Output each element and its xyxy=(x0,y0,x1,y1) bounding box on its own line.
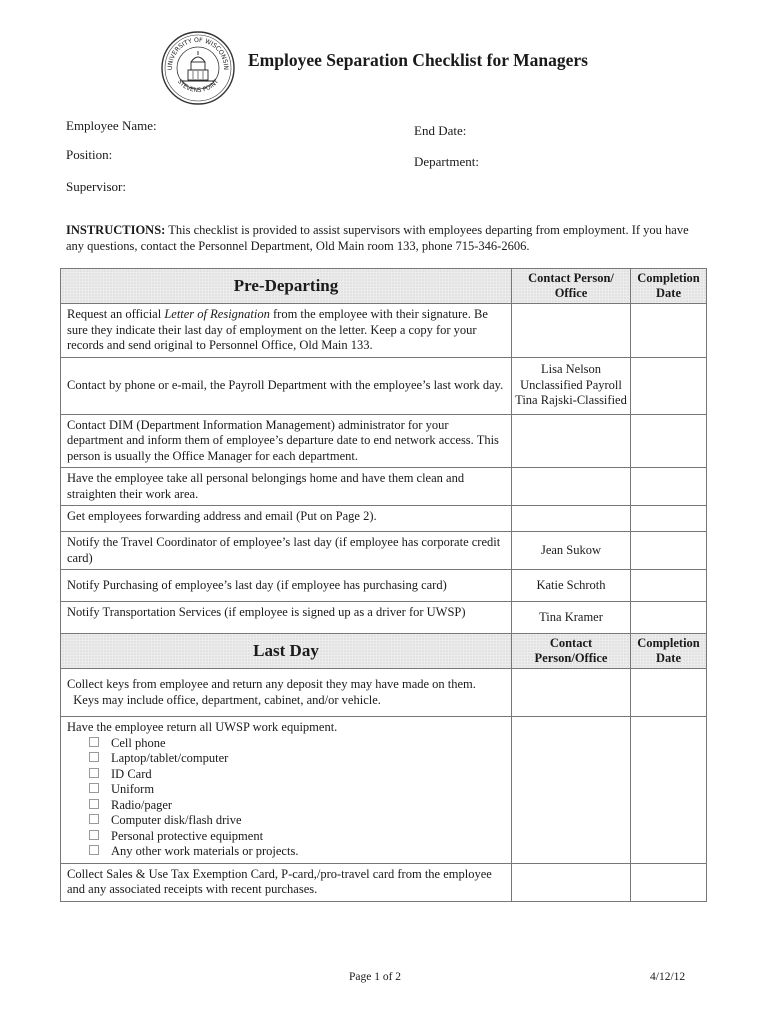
completion-date-cell xyxy=(631,468,707,506)
completion-date-cell xyxy=(631,669,707,717)
checkbox-icon xyxy=(89,799,99,809)
list-item-label: Computer disk/flash drive xyxy=(111,813,242,827)
completion-date-header xyxy=(631,269,707,304)
contact-name: Tina Rajski-Classified xyxy=(515,393,627,408)
contact-header-line2: Person/Office xyxy=(534,651,608,665)
page-number: Page 1 of 2 xyxy=(349,971,402,983)
pre-departing-heading: Pre-Departing xyxy=(61,269,512,304)
contact-header-line1: Contact Person/ xyxy=(528,271,614,285)
completion-header-line2: Date xyxy=(656,286,681,300)
task-text: Have the employee return all UWSP work equipment. xyxy=(67,720,338,734)
revision-date: 4/12/12 xyxy=(650,971,686,983)
checkbox-icon xyxy=(89,830,99,840)
task-text: from the employee with their signature. Be sure they indicate their last day of employment on the letter. Keep a copy for your records and send original to Personnel Office, Old Main 133. xyxy=(67,307,488,352)
last-day-heading: Last Day xyxy=(61,634,512,669)
task-dim: Contact DIM (Department Information Management) administrator for your department and inform them of employee’s departure date to end network access. This person is usually the Office Manager for each department. xyxy=(61,414,512,468)
list-item xyxy=(89,798,505,814)
list-item xyxy=(89,829,505,845)
task-text: Request an official xyxy=(67,307,165,321)
completion-date-cell xyxy=(631,863,707,901)
task-transportation: Notify Transportation Services (if employee is signed up as a driver for UWSP) xyxy=(61,602,512,635)
task-resignation xyxy=(61,304,512,358)
list-item xyxy=(89,751,505,767)
contact-cell xyxy=(512,468,631,506)
instructions xyxy=(66,222,706,254)
task-text: Keys may include office, department, cabinet, and/or vehicle. xyxy=(73,692,381,707)
list-item xyxy=(89,844,505,860)
contact-name: Lisa Nelson xyxy=(540,362,602,377)
table-row xyxy=(61,532,707,570)
completion-date-cell xyxy=(631,532,707,570)
table-row xyxy=(61,669,707,717)
contact-cell xyxy=(512,717,631,864)
list-item-label: Laptop/tablet/computer xyxy=(111,751,229,765)
checkbox-icon xyxy=(89,783,99,793)
checkbox-icon xyxy=(89,752,99,762)
table-row xyxy=(61,717,707,864)
letter-of-resignation-text: Letter of Resignation xyxy=(164,307,270,321)
instructions-text: This checklist is provided to assist supervisors with employees departing from employment. If you have any questions, contact the Personnel Department, Old Main room 133, phone 715-346-2606. xyxy=(66,223,689,253)
position-label: Position: xyxy=(66,147,113,162)
task-purchasing: Notify Purchasing of employee’s last day (if employee has purchasing card) xyxy=(61,570,512,602)
list-item-label: Cell phone xyxy=(111,735,166,750)
contact-cell: Jean Sukow xyxy=(512,532,631,570)
contact-name: Unclassified Payroll xyxy=(520,377,622,392)
table-row xyxy=(61,357,707,414)
task-text: Collect keys from employee and return any deposit they may have made on them. xyxy=(67,677,476,691)
table-row xyxy=(61,602,707,635)
last-day-table xyxy=(60,633,707,902)
task-tax-exemption: Collect Sales & Use Tax Exemption Card, P-card,/pro-travel card from the employee and any associated receipts with recent purchases. xyxy=(61,863,512,901)
completion-date-cell xyxy=(631,717,707,864)
list-item xyxy=(89,767,505,783)
svg-text:STEVENS POINT: STEVENS POINT xyxy=(175,78,221,95)
list-item-label: ID Card xyxy=(111,766,152,781)
employee-name-label: Employee Name: xyxy=(66,118,157,133)
list-item xyxy=(89,736,505,752)
instructions-label: INSTRUCTIONS: xyxy=(66,223,166,237)
completion-date-cell xyxy=(631,304,707,358)
table-row xyxy=(61,506,707,532)
completion-date-cell xyxy=(631,414,707,468)
checkbox-icon xyxy=(89,737,99,747)
table-row xyxy=(61,863,707,901)
table-row xyxy=(61,414,707,468)
university-seal-logo xyxy=(160,30,236,106)
list-item-label: Uniform xyxy=(111,782,155,796)
list-item-label: Personal protective equipment xyxy=(111,828,264,843)
table-row xyxy=(61,468,707,506)
checkbox-icon xyxy=(89,768,99,778)
document-title: Employee Separation Checklist for Managers xyxy=(248,50,588,70)
table-row xyxy=(61,570,707,602)
contact-cell xyxy=(512,414,631,468)
completion-date-cell xyxy=(631,357,707,414)
task-keys xyxy=(61,669,512,717)
completion-date-header xyxy=(631,634,707,669)
contact-header-line1: Contact xyxy=(549,636,593,650)
list-item xyxy=(89,782,505,798)
pre-departing-table xyxy=(60,268,707,635)
task-equipment xyxy=(61,717,512,864)
contact-cell xyxy=(512,669,631,717)
table-row xyxy=(61,304,707,358)
list-item xyxy=(89,813,505,829)
svg-text:UNIVERSITY OF WISCONSIN: UNIVERSITY OF WISCONSIN xyxy=(166,36,230,71)
contact-cell xyxy=(512,357,631,414)
list-item-label: Any other work materials or projects. xyxy=(111,844,299,858)
completion-date-cell xyxy=(631,602,707,635)
completion-header-line2: Date xyxy=(656,651,681,665)
contact-person-header xyxy=(512,269,631,304)
task-travel: Notify the Travel Coordinator of employee’s last day (if employee has corporate credit card) xyxy=(61,532,512,570)
contact-person-header xyxy=(512,634,631,669)
checkbox-icon xyxy=(89,845,99,855)
pre-departing-header-row xyxy=(61,269,707,304)
department-label: Department: xyxy=(414,154,479,169)
end-date-label: End Date: xyxy=(414,123,467,138)
contact-cell xyxy=(512,863,631,901)
contact-cell xyxy=(512,506,631,532)
contact-cell xyxy=(512,304,631,358)
equipment-list xyxy=(67,736,505,860)
completion-header-line1: Completion xyxy=(637,636,700,650)
completion-date-cell xyxy=(631,506,707,532)
last-day-header-row xyxy=(61,634,707,669)
contact-header-line2: Office xyxy=(554,286,588,300)
completion-date-cell xyxy=(631,570,707,602)
task-forwarding: Get employees forwarding address and email (Put on Page 2). xyxy=(61,506,512,532)
completion-header-line1: Completion xyxy=(637,271,700,285)
list-item-label: Radio/pager xyxy=(111,797,173,812)
contact-cell: Katie Schroth xyxy=(512,570,631,602)
supervisor-label: Supervisor: xyxy=(66,179,126,194)
task-payroll: Contact by phone or e-mail, the Payroll Department with the employee’s last work day. xyxy=(61,357,512,414)
checkbox-icon xyxy=(89,814,99,824)
task-belongings: Have the employee take all personal belongings home and have them clean and straighten their work area. xyxy=(61,468,512,506)
contact-cell: Tina Kramer xyxy=(512,602,631,635)
